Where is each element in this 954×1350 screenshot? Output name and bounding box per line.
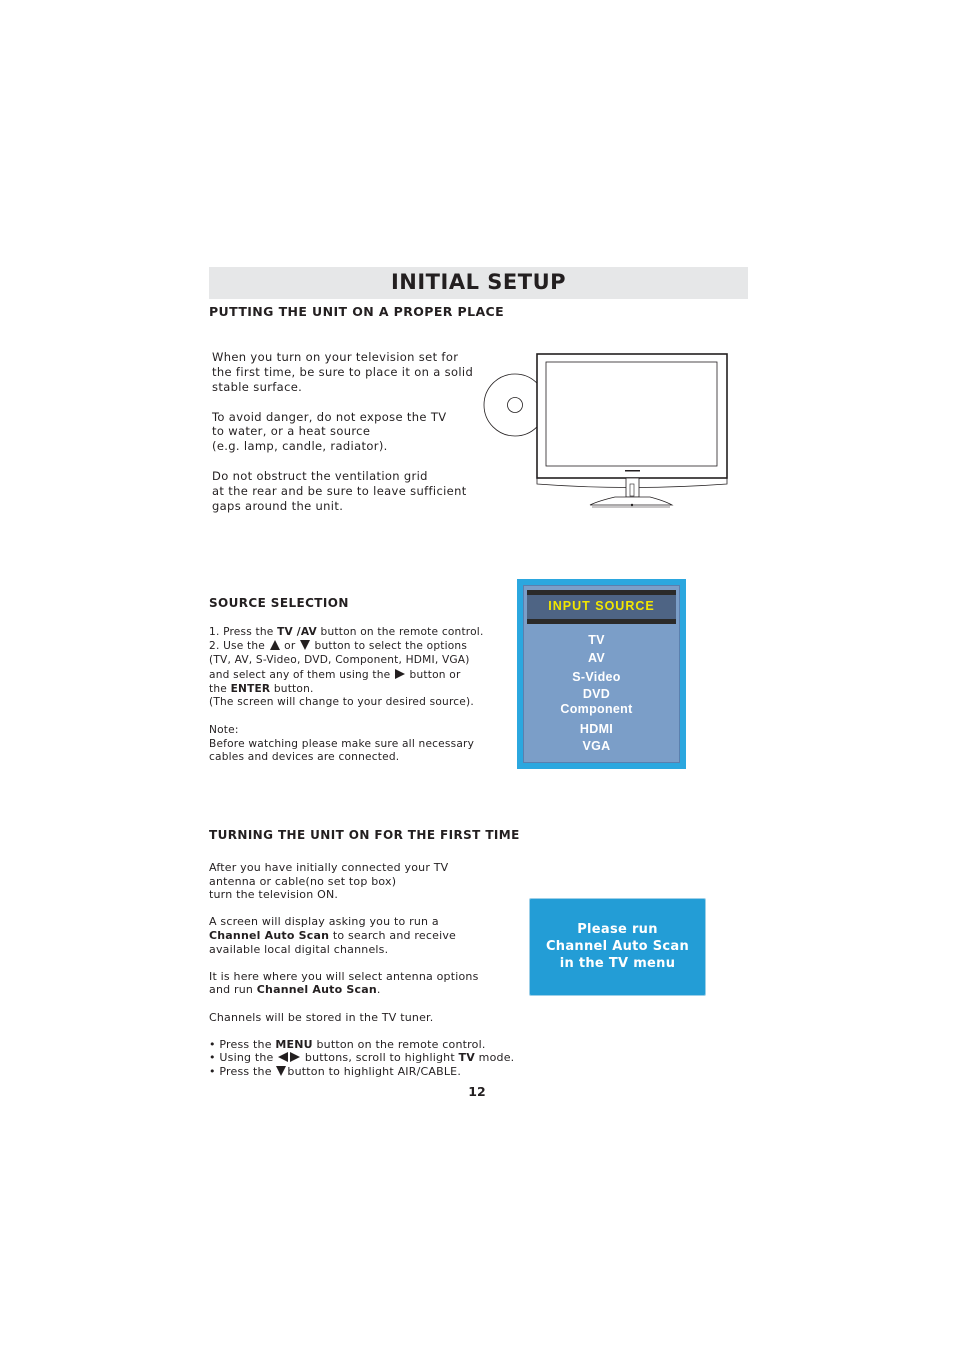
section-heading-placement: PUTTING THE UNIT ON A PROPER PLACE xyxy=(209,304,505,319)
enter-suffix: button. xyxy=(270,682,314,695)
menu-item-dvd[interactable]: DVD xyxy=(582,687,611,701)
text-line: (The screen will change to your desired source). xyxy=(209,695,474,708)
right-arrow-icon xyxy=(290,1052,300,1062)
text-line: the ENTER button. xyxy=(209,682,314,695)
text-line: (TV, AV, S-Video, DVD, Component, HDMI, VGA) xyxy=(209,654,470,667)
text-line: A screen will display asking you to run a xyxy=(209,915,439,929)
auto-scan-prompt xyxy=(529,898,706,996)
text-line: When you turn on your television set for xyxy=(212,350,459,364)
source-text xyxy=(209,625,484,764)
tv-screen xyxy=(546,362,717,466)
tv-stand xyxy=(590,497,672,505)
menu-bottom-stripe xyxy=(527,619,676,624)
text-line: to water, or a heat source xyxy=(212,424,371,439)
text-line: the first time, be sure to place it on a solid xyxy=(212,364,474,379)
page-number: 12 xyxy=(468,1084,486,1099)
menu-item-component[interactable]: Component xyxy=(560,702,633,716)
text-line: and select any of them using the button or xyxy=(209,668,461,681)
text-line: gaps around the unit. xyxy=(212,498,344,513)
prompt-line: Channel Auto Scan xyxy=(545,939,690,954)
text-line: 1. Press the TV /AV button on the remote control. xyxy=(209,626,484,638)
tv-illustration xyxy=(480,350,735,512)
text-line: available local digital channels. xyxy=(209,942,389,956)
left-arrow-icon xyxy=(278,1052,288,1062)
text-line: It is here where you will select antenna options xyxy=(209,969,479,983)
note-label: Note: xyxy=(209,724,239,737)
prompt-line: Please run xyxy=(577,922,658,937)
text-line: (e.g. lamp, candle, radiator). xyxy=(212,439,388,454)
bullet-item: • Press the MENU button on the remote control. xyxy=(209,1037,486,1051)
text-line: After you have initially connected your TV xyxy=(209,861,449,874)
down-arrow-icon xyxy=(276,1066,286,1076)
auto-scan-prompt-text xyxy=(530,921,705,972)
down-arrow-icon xyxy=(300,640,310,650)
prompt-line: in the TV menu xyxy=(559,956,676,971)
first-time-text xyxy=(209,861,514,1079)
text-line: cables and devices are connected. xyxy=(209,751,400,764)
menu-item-s-video[interactable]: S-Video xyxy=(572,670,621,684)
page-title: INITIAL SETUP xyxy=(390,270,567,294)
title-bar xyxy=(209,267,748,299)
menu-item-hdmi[interactable]: HDMI xyxy=(579,722,614,736)
tv-neck xyxy=(626,478,639,497)
menu-header xyxy=(527,595,676,619)
bullet-item: • Using the buttons, scroll to highlight TV mode. xyxy=(209,1051,515,1065)
menu-item-vga[interactable]: VGA xyxy=(582,739,611,753)
menu-header-label: INPUT SOURCE xyxy=(548,599,655,613)
placement-text xyxy=(212,350,473,514)
text-line: Channels will be stored in the TV tuner. xyxy=(209,1010,434,1024)
right-arrow-icon xyxy=(395,669,405,679)
text-line: Do not obstruct the ventilation grid xyxy=(212,469,428,484)
menu-item-tv[interactable]: TV xyxy=(588,633,605,647)
section-heading-first-time: TURNING THE UNIT ON FOR THE FIRST TIME xyxy=(209,828,520,842)
text-line: Channel Auto Scan to search and receive xyxy=(209,928,457,942)
section-heading-source: SOURCE SELECTION xyxy=(209,596,349,610)
text-line: antenna or cable(no set top box) xyxy=(209,874,397,888)
up-arrow-icon xyxy=(270,640,280,650)
text-line: 2. Use the or button to select the options xyxy=(209,640,468,653)
text-line: To avoid danger, do not expose the TV xyxy=(212,409,447,424)
text-line: at the rear and be sure to leave sufficient xyxy=(212,484,467,499)
bullet-item: • Press the button to highlight AIR/CABLE. xyxy=(209,1064,462,1078)
text-line: and run Channel Auto Scan. xyxy=(209,983,381,997)
text-line: stable surface. xyxy=(212,379,303,394)
text-line: turn the television ON. xyxy=(209,888,339,902)
menu-item-av[interactable]: AV xyxy=(587,651,606,665)
text-line: Before watching please make sure all necessary xyxy=(209,737,475,750)
